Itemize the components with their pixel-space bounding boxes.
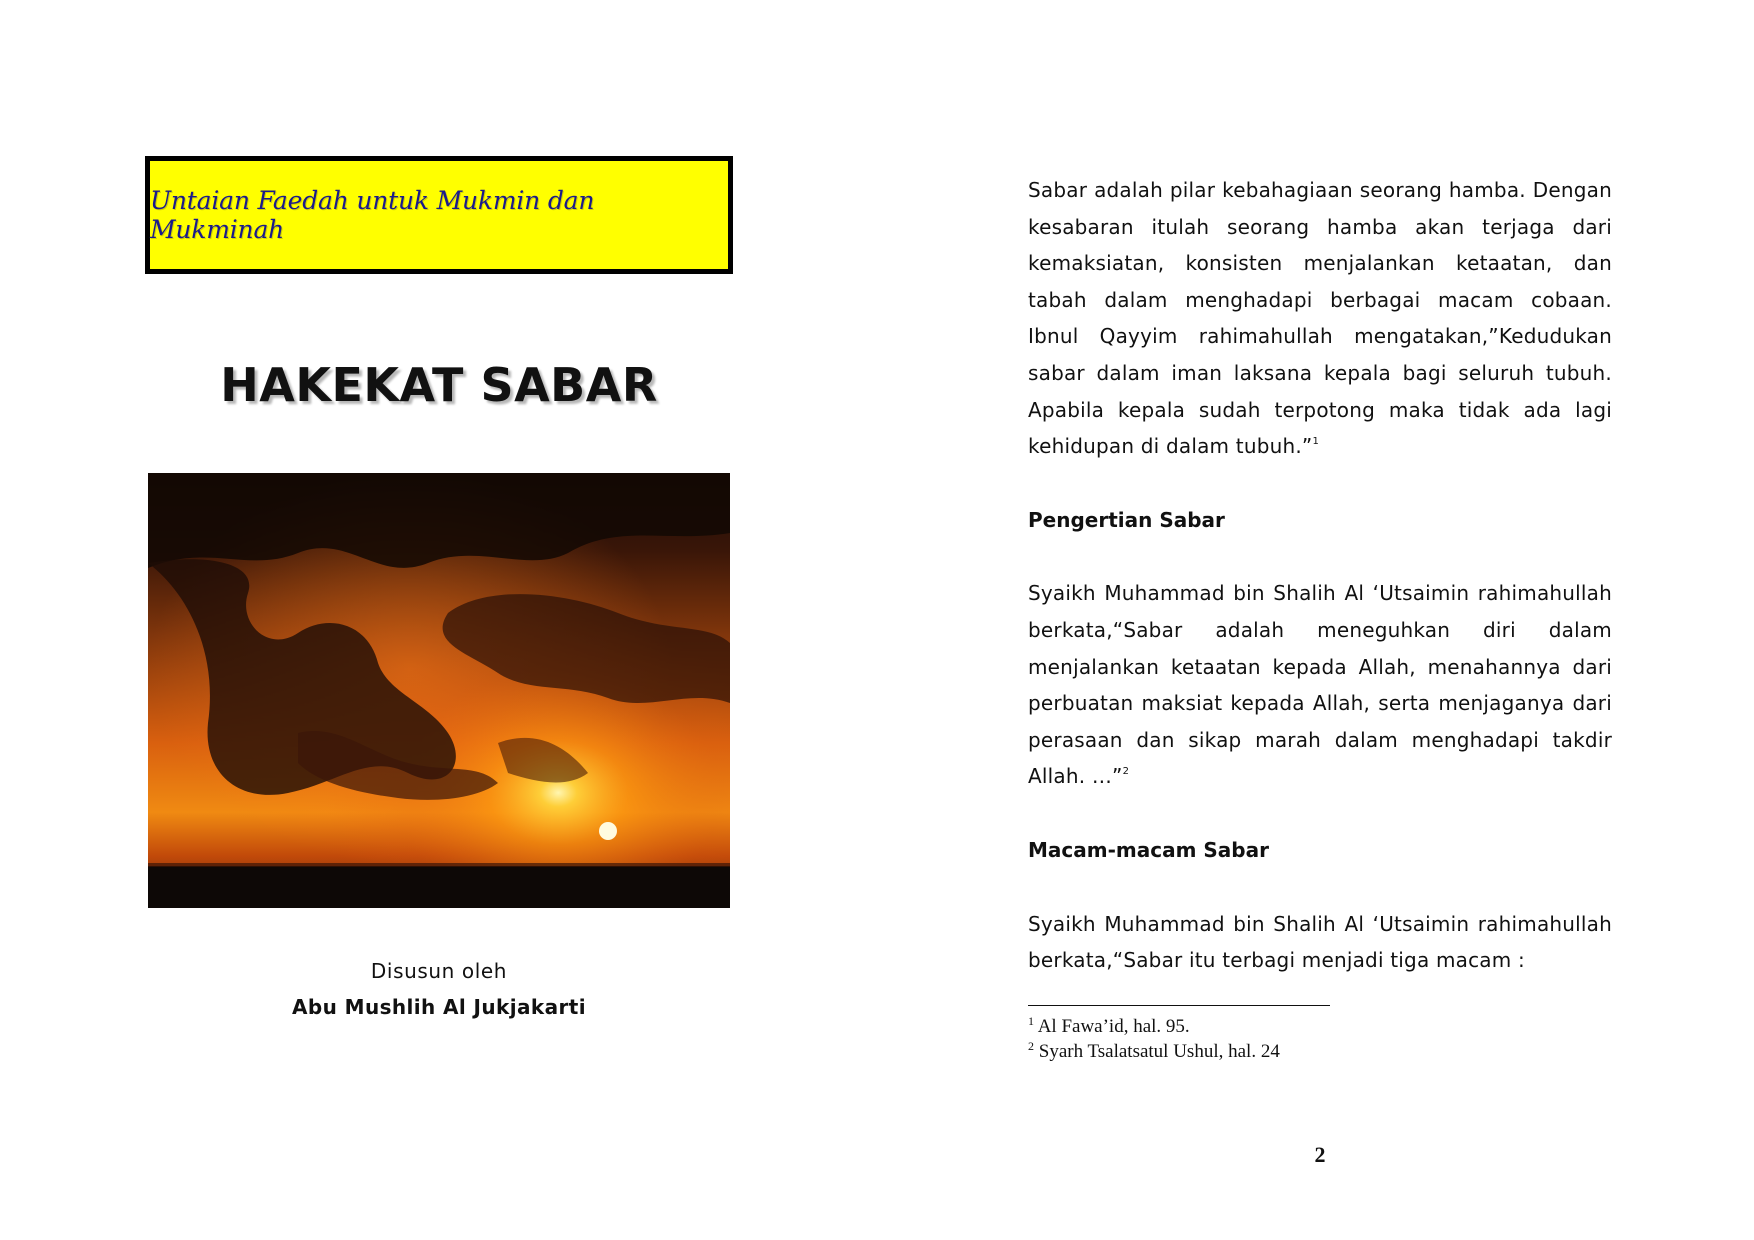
spacer [1028,795,1612,832]
body-text-column [1028,172,1612,979]
sunset-illustration [148,473,730,908]
spacer [1028,869,1612,906]
footnotes [1028,1014,1628,1064]
series-label: Untaian Faedah untuk Mukmin dan Mukminah [150,186,595,244]
footnote-1 [1028,1014,1628,1039]
series-banner [145,156,733,274]
section-heading-pengertian: Pengertian Sabar [1028,507,1225,532]
cover-image [148,473,730,908]
footnote-text: Al Fawa’id, hal. 95. [1037,1016,1190,1037]
footnote-2 [1028,1039,1628,1064]
types-paragraph: Syaikh Muhammad bin Shalih Al ‘Utsaimin rahimahullah berkata,“Sabar itu terbagi menjadi tiga macam : [1028,911,1612,973]
intro-text: Sabar adalah pilar kebahagiaan seorang hamba. Dengan kesabaran itulah seorang hamba akan terjaga dari kemaksiatan, konsisten menjalankan ketaatan, dan tabah dalam menghadapi berbagai macam cobaan. Ibnul Qayyim rahimahullah mengatakan,”Kedudukan sabar dalam iman laksana kepala bagi seluruh tubuh. Apabila kepala sudah terpotong maka tidak ada lagi kehidupan di dalam tubuh.” [1028,178,1612,459]
section-heading-macam: Macam-macam Sabar [1028,837,1269,862]
footnote-ref-2: 2 [1122,766,1130,778]
compiled-by-label: Disusun oleh [370,959,508,983]
footnote-ref-1: 1 [1312,436,1320,448]
author-name: Abu Mushlih Al Jukjakarti [292,995,586,1019]
definition-text: Syaikh Muhammad bin Shalih Al ‘Utsaimin rahimahullah berkata,“Sabar adalah meneguhkan diri dalam menjalankan ketaatan kepada Allah, menahannya dari perbuatan maksiat kepada Allah, serta menjaganya dari perasaan dan sikap marah dalam menghadapi takdir Allah. …” [1028,581,1612,789]
spacer [1028,465,1612,502]
footnote-text: Syarh Tsalatsatul Ushul, hal. 24 [1038,1041,1280,1062]
page-number: 2 [1314,1142,1326,1167]
book-title: HAKEKAT SABAR [220,358,658,412]
spacer [1028,538,1612,575]
footnote-separator [1028,1005,1330,1006]
footnote-number: 2 [1028,1039,1034,1053]
footnote-number: 1 [1028,1014,1034,1028]
definition-paragraph [1028,575,1612,795]
intro-paragraph [1028,172,1612,465]
